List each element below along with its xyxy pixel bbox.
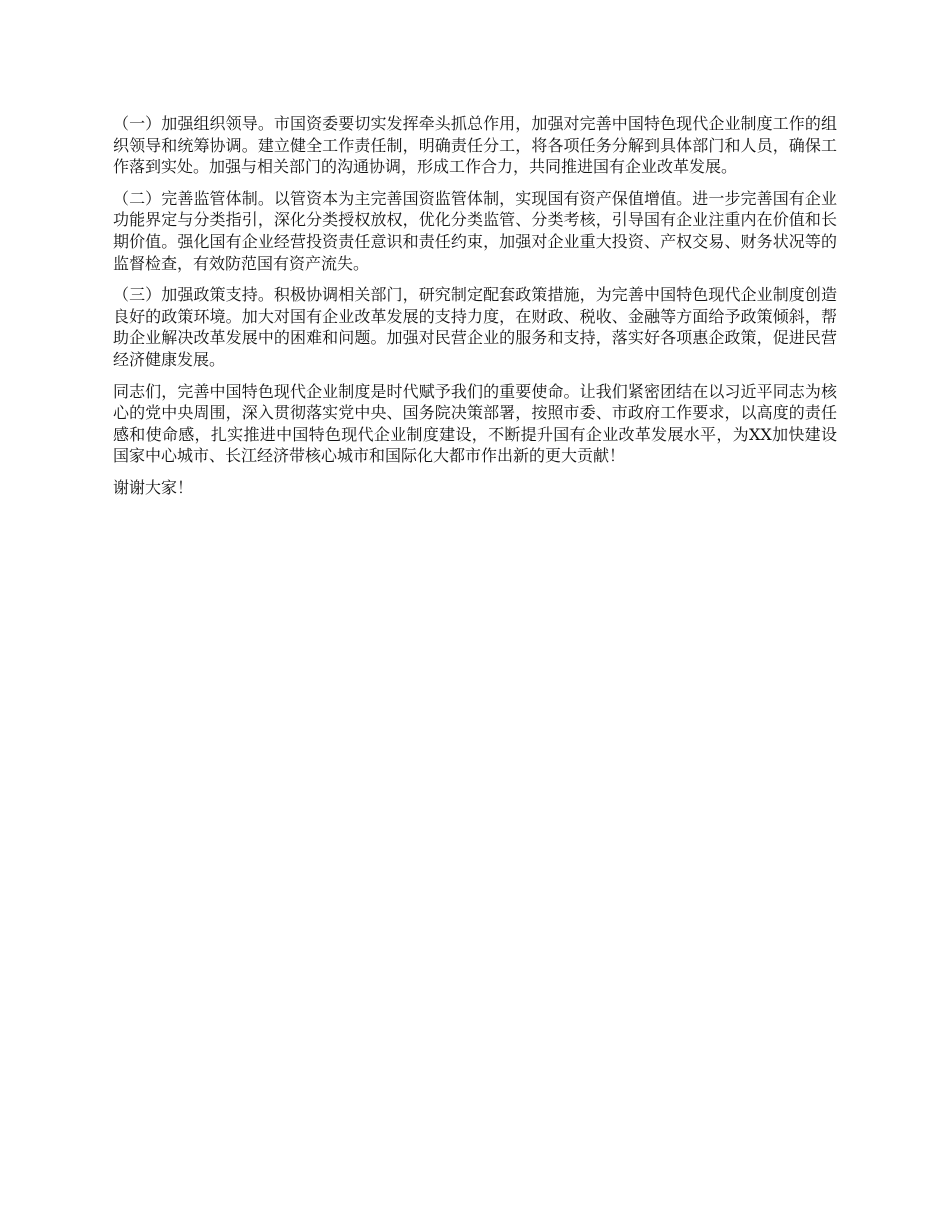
- paragraph-supervision-system: （二）完善监管体制。以管资本为主完善国资监管体制，实现国有资产保值增值。进一步完善国有企业功能界定与分类指引，深化分类授权放权，优化分类监管、分类考核，引导国有企业注重内在价值和长期价值。强化国有企业经营投资责任意识和责任约束，加强对企业重大投资、产权交易、财务状况等的监督检查，有效防范国有资产流失。: [113, 188, 837, 273]
- document-body: [113, 113, 837, 509]
- paragraph-organization-leadership: （一）加强组织领导。市国资委要切实发挥牵头抓总作用，加强对完善中国特色现代企业制度工作的组织领导和统筹协调。建立健全工作责任制，明确责任分工，将各项任务分解到具体部门和人员，确保工作落到实处。加强与相关部门的沟通协调，形成工作合力，共同推进国有企业改革发展。: [113, 114, 837, 177]
- paragraph-policy-support: （三）加强政策支持。积极协调相关部门，研究制定配套政策措施，为完善中国特色现代企业制度创造良好的政策环境。加大对国有企业改革发展的支持力度，在财政、税收、金融等方面给予政策倾斜，帮助企业解决改革发展中的困难和问题。加强对民营企业的服务和支持，落实好各项惠企政策，促进民营经济健康发展。: [113, 285, 837, 369]
- paragraph-thanks: 谢谢大家！: [113, 477, 194, 497]
- paragraph-closing-remarks: 同志们，完善中国特色现代企业制度是时代赋予我们的重要使命。让我们紧密团结在以习近平同志为核心的党中央周围，深入贯彻落实党中央、国务院决策部署，按照市委、市政府工作要求，以高度的责任感和使命感，扎实推进中国特色现代企业制度建设，不断提升国有企业改革发展水平，为XX加快建设国家中心城市、长江经济带核心城市和国际化大都市作出新的更大贡献！: [113, 381, 837, 466]
